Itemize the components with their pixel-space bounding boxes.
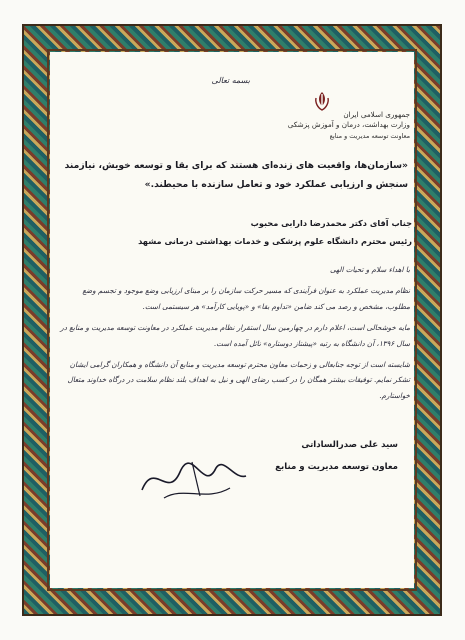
handwritten-signature-icon: [134, 450, 254, 506]
addressee-name: جناب آقای دکتر محمدرضا دارابی محبوب: [250, 218, 412, 228]
department-subtitle: معاونت توسعه مدیریت و منابع: [329, 132, 410, 140]
signer-title: معاون توسعه مدیریت و منابع: [275, 462, 398, 472]
letter-body: [58, 262, 410, 409]
bismillah-heading: بسمه تعالی: [211, 76, 250, 85]
body-paragraph-2: مایه خوشحالی است، اعلام دارم در چهارمین سال استقرار نظام مدیریت عملکرد در معاونت توسعه مدیریت و منابع در سال ۱۳۹۶، آن دانشگاه به رتبه «پیشتاز دوستاره» نائل آمده است.: [60, 323, 410, 348]
signer-name: سید علی صدرالساداتی: [301, 440, 398, 450]
opening-quote: «سازمان‌ها، واقعیت های زنده‌ای هستند که برای بقا و توسعه خویش، نیازمند سنجش و ارزیابی عملکرد خود و تعامل سازنده با محیطند.»: [64, 160, 408, 190]
letter-paper: [50, 52, 414, 588]
ministry-line-1: جمهوری اسلامی ایران: [343, 110, 410, 119]
ministry-line-2: وزارت بهداشت، درمان و آموزش پزشکی: [287, 120, 410, 129]
ministry-header: [200, 110, 410, 130]
iran-emblem-icon: [312, 90, 332, 112]
body-paragraph-1: نظام مدیریت عملکرد به عنوان فرآیندی که مسیر حرکت سازمان را بر مبنای ارزیابی وضع موجود و تجسم وضع مطلوب، مشخص و رصد می کند ضامن «تداوم بقا» و «پویایی کارآمد» هر سیستمی است.: [82, 286, 410, 311]
addressee-title: رئیس محترم دانشگاه علوم پزشکی و خدمات بهداشتی درمانی مشهد: [138, 236, 412, 246]
body-paragraph-3: شایسته است از توجه جنابعالی و زحمات معاون محترم توسعه مدیریت و منابع آن دانشگاه و همکاران گرامی ایشان تشکر نمایم. توفیقات بیشتر همگان را در کسب رضای الهی و نیل به اهداف بلند نظام سلامت در درگاه خداوند متعال خواستارم.: [67, 360, 410, 400]
greeting: با اهداء سلام و تحیات الهی: [329, 265, 410, 274]
